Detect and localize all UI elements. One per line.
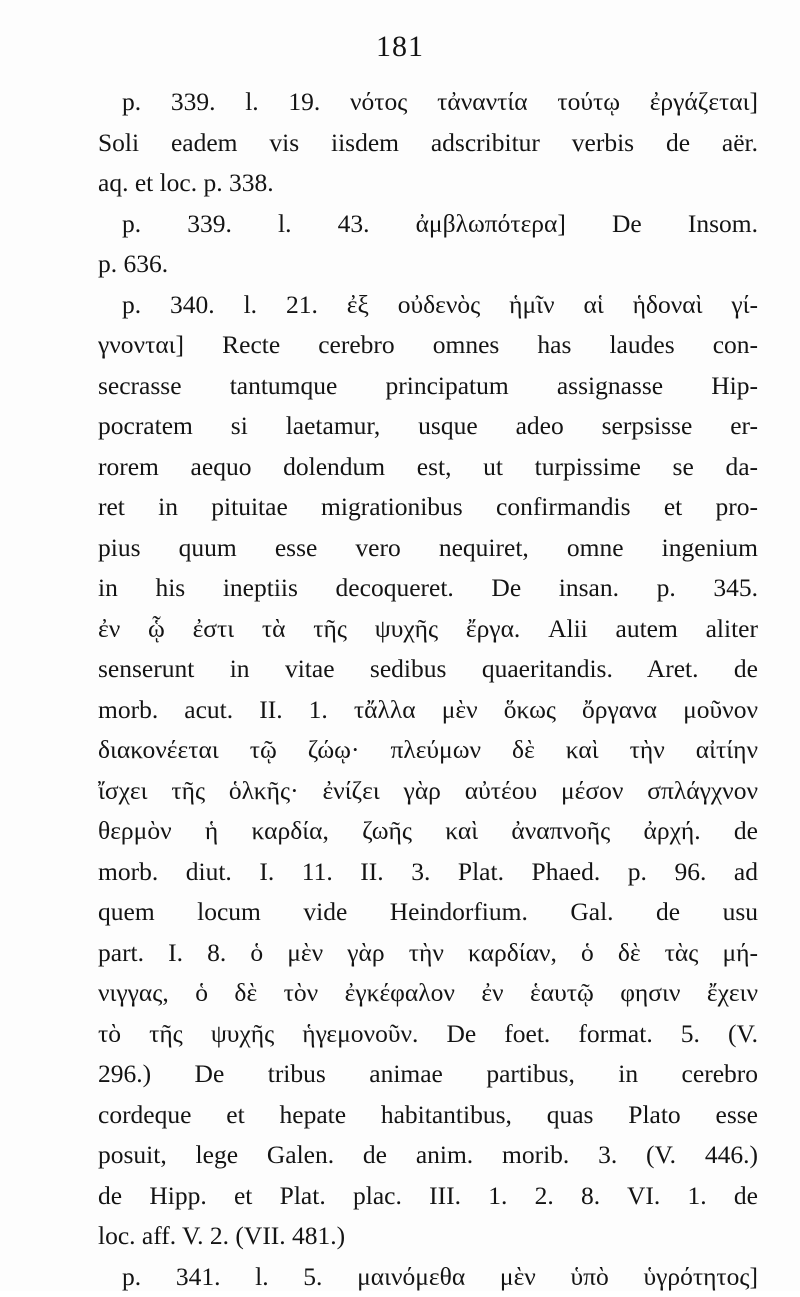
text-line: loc. aff. V. 2. (VII. 481.)	[98, 1216, 758, 1257]
text-line: p. 636.	[98, 244, 758, 285]
text-line: pocratem si laetamur, usque adeo serpsisse er-	[98, 406, 758, 447]
text-line: ἐν ᾧ ἐστι τὰ τῆς ψυχῆς ἔργα. Alii autem aliter	[98, 609, 758, 650]
text-line: p. 340. l. 21. ἐξ οὐδενὸς ἡμῖν αἱ ἡδοναὶ γί-	[98, 285, 758, 326]
text-line: p. 339. l. 19. νότος τἀναντία τούτῳ ἐργάζεται]	[98, 82, 758, 123]
text-line: γνονται] Recte cerebro omnes has laudes con-	[98, 325, 758, 366]
text-line: cordeque et hepate habitantibus, quas Plato esse	[98, 1095, 758, 1136]
text-line: ret in pituitae migrationibus confirmandis et pro-	[98, 487, 758, 528]
body-text	[98, 82, 758, 1297]
text-line: rorem aequo dolendum est, ut turpissime se da-	[98, 447, 758, 488]
text-line: ἴσχει τῆς ὁλκῆς· ἐνίζει γὰρ αὐτέου μέσον σπλάγχνον	[98, 771, 758, 812]
page-number: 181	[0, 30, 800, 64]
text-line: νιγγας, ὁ δὲ τὸν ἐγκέφαλον ἐν ἑαυτῷ φησιν ἔχειν	[98, 973, 758, 1014]
text-line: morb. diut. I. 11. II. 3. Plat. Phaed. p. 96. ad	[98, 852, 758, 893]
text-line: in his ineptiis decoqueret. De insan. p. 345.	[98, 568, 758, 609]
text-line: θερμὸν ἡ καρδία, ζωῆς καὶ ἀναπνοῆς ἀρχή. de	[98, 811, 758, 852]
text-line: p. 339. l. 43. ἀμβλωπότερα] De Insom.	[98, 204, 758, 245]
text-line: quem locum vide Heindorfium. Gal. de usu	[98, 892, 758, 933]
text-line: morb. acut. II. 1. τἄλλα μὲν ὅκως ὄργανα μοῦνον	[98, 690, 758, 731]
text-line: senserunt in vitae sedibus quaeritandis. Aret. de	[98, 649, 758, 690]
text-line: de Hipp. et Plat. plac. III. 1. 2. 8. VI. 1. de	[98, 1176, 758, 1217]
text-line: p. 341. l. 5. μαινόμεθα μὲν ὑπὸ ὑγρότητος]	[98, 1257, 758, 1297]
text-line: pius quum esse vero nequiret, omne ingenium	[98, 528, 758, 569]
text-line: part. I. 8. ὁ μὲν γὰρ τὴν καρδίαν, ὁ δὲ τὰς μή-	[98, 933, 758, 974]
text-line: τὸ τῆς ψυχῆς ἡγεμονοῦν. De foet. format. 5. (V.	[98, 1014, 758, 1055]
text-line: posuit, lege Galen. de anim. morib. 3. (V. 446.)	[98, 1135, 758, 1176]
text-line: διακονέεται τῷ ζώῳ· πλεύμων δὲ καὶ τὴν αἰτίην	[98, 730, 758, 771]
text-line: secrasse tantumque principatum assignasse Hip-	[98, 366, 758, 407]
text-line: Soli eadem vis iisdem adscribitur verbis de aër.	[98, 123, 758, 164]
text-line: aq. et loc. p. 338.	[98, 163, 758, 204]
text-line: 296.) De tribus animae partibus, in cerebro	[98, 1054, 758, 1095]
